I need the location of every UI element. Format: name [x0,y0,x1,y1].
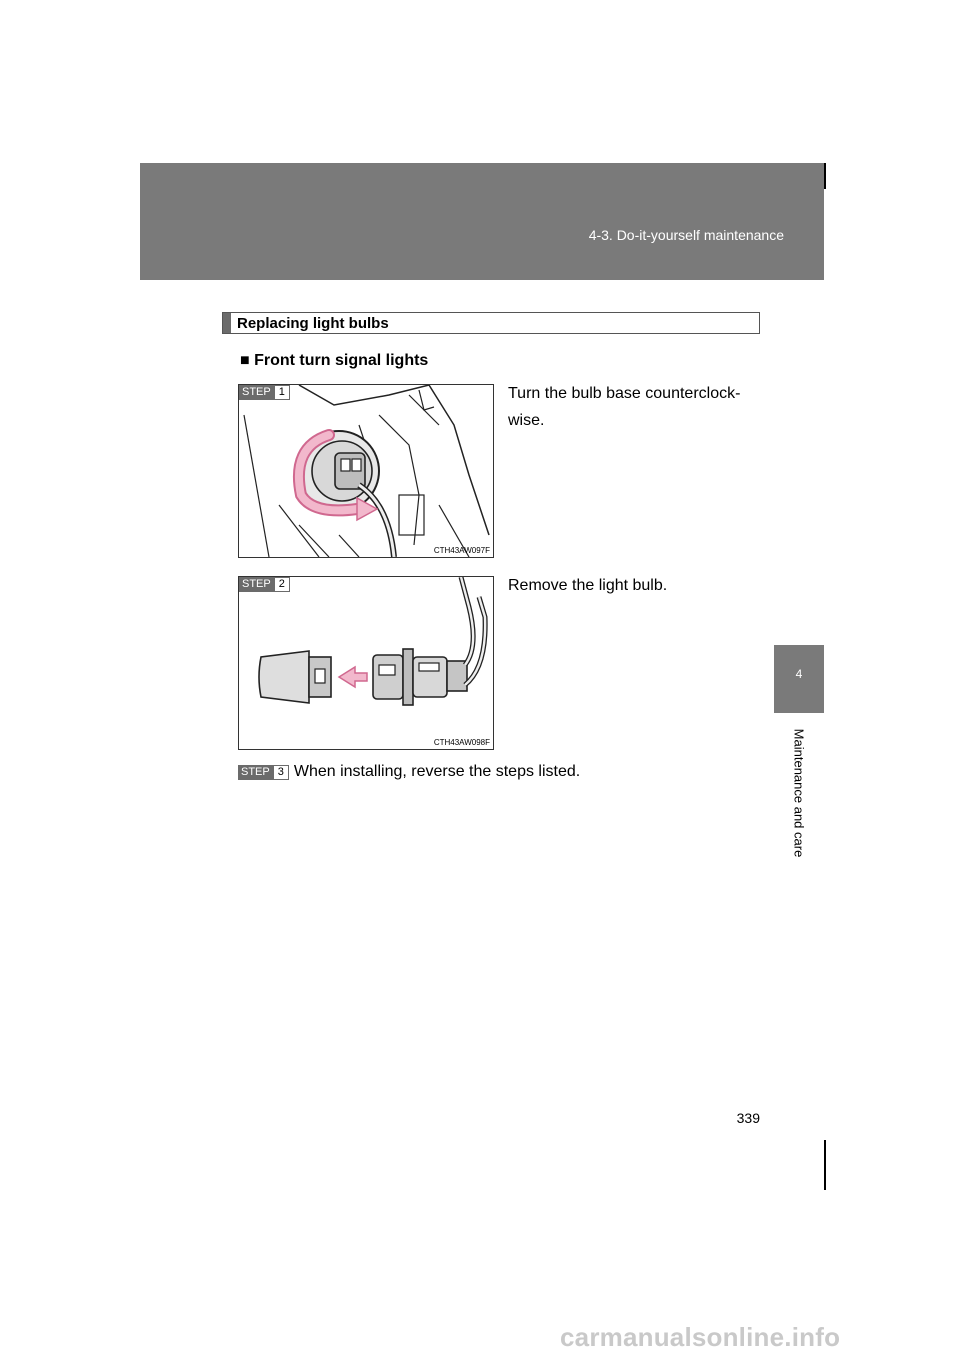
step-1-badge [239,385,290,400]
step-2-badge [239,577,290,592]
section-heading [222,312,760,334]
heading-bar [223,313,231,333]
section-title: 4-3. Do-it-yourself maintenance [588,227,784,243]
chapter-tab-label-area [774,713,824,873]
figure-code: CTH43AW097F [433,546,490,555]
step-number: 2 [274,577,290,592]
figure-code: CTH43AW098F [433,738,490,747]
step-2-text: Remove the light bulb. [508,577,668,594]
step-1-text: Turn the bulb base counterclock-wise. [508,385,741,429]
bulb-socket-illustration [239,385,493,557]
crop-mark [824,1140,826,1190]
step-3-text: When installing, reverse the steps listed. [293,763,581,780]
figure-step-1 [238,384,494,558]
figure-step-2 [238,576,494,750]
subheading: ■ Front turn signal lights [240,352,429,369]
watermark[interactable]: carmanualsonline.info [560,1322,841,1352]
step-label: STEP [239,577,274,592]
step-3 [238,763,580,781]
step-number: 3 [273,765,289,780]
chapter-label: Maintenance and care [791,728,807,858]
page-number: 339 [736,1110,760,1126]
step-3-badge [238,765,289,780]
chapter-tab[interactable] [774,645,824,713]
chapter-number: 4 [795,667,803,681]
header-band [140,163,824,280]
step-number: 1 [274,385,290,400]
heading-text: Replacing light bulbs [237,315,389,332]
step-label: STEP [239,385,274,400]
bulb-removal-illustration [239,577,493,749]
step-label: STEP [238,765,273,780]
crop-mark [824,163,826,189]
